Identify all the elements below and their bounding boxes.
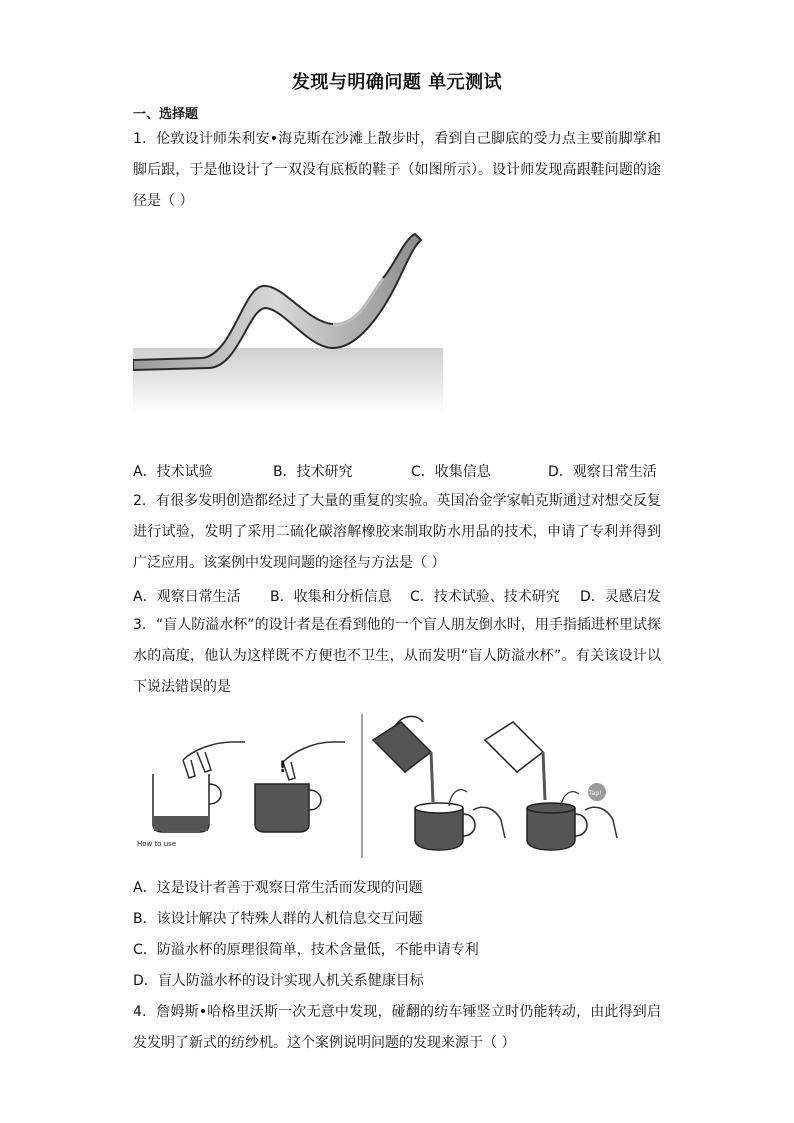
q3-option-a: A．这是设计者善于观察日常生活而发现的问题 xyxy=(133,880,423,896)
cup-illustration-3 xyxy=(373,716,505,850)
figure-caption: How to use xyxy=(137,840,177,848)
question-4-stem: 4．詹姆斯•哈格里沃斯一次无意中发现，碰翻的纺车锤竖立时仍能转动，由此得到启发发明了新式的纺纱机。这个案例说明问题的发现来源于（ ） xyxy=(133,1004,661,1051)
q3-option-b: B．该设计解决了特殊人群的人机信息交互问题 xyxy=(133,911,423,927)
q1-option-b: B．技术研究 xyxy=(273,464,353,480)
q1-option-a: A．技术试验 xyxy=(133,464,213,480)
q1-option-d: D．观察日常生活 xyxy=(548,464,657,480)
cup-illustration-4 xyxy=(485,722,617,850)
cup-usage-figure xyxy=(133,712,633,866)
question-3-stem: 3．“盲人防溢水杯”的设计者是在看到他的一个盲人朋友倒水时，用手指插进杯里试探水的高度，他认为这样既不方便也不卫生，从而发明“盲人防溢水杯”。有关该设计以下说法错误的是 xyxy=(133,617,661,695)
q3-option-d: D．盲人防溢水杯的设计实现人机关系健康目标 xyxy=(133,973,424,989)
question-1-stem: 1．伦敦设计师朱利安•海克斯在沙滩上散步时，看到自己脚底的受力点主要前脚掌和脚后跟，于是他设计了一双没有底板的鞋子（如图所示）。设计师发现高跟鞋问题的途径是（ ） xyxy=(133,131,661,209)
section-heading: 一、选择题 xyxy=(133,107,199,122)
exclamation-mark: ! xyxy=(279,757,287,776)
q2-option-d: D．灵感启发 xyxy=(580,589,661,605)
q1-option-c: C．收集信息 xyxy=(411,464,491,480)
question-2-stem: 2．有很多发明创造都经过了大量的重复的实验。英国冶金学家帕克斯通过对想交反复进行试验，发明了采用二硫化碳溶解橡胶来制取防水用品的技术，申请了专利并得到广泛应用。该案例中发现问题的途径与方法是（ ） xyxy=(133,493,661,571)
page-title: 发现与明确问题 单元测试 xyxy=(291,72,503,93)
shoe-image xyxy=(133,228,443,418)
tap-bubble-text: Tap! xyxy=(589,790,602,797)
q3-option-c: C．防溢水杯的原理很简单，技术含量低，不能申请专利 xyxy=(133,942,479,958)
cup-illustration-2 xyxy=(255,742,345,832)
q2-option-a: A．观察日常生活 xyxy=(133,589,241,605)
q2-option-c: C．技术试验、技术研究 xyxy=(410,589,560,605)
cup-illustration-1 xyxy=(153,742,245,832)
q2-option-b: B．收集和分析信息 xyxy=(270,589,392,605)
